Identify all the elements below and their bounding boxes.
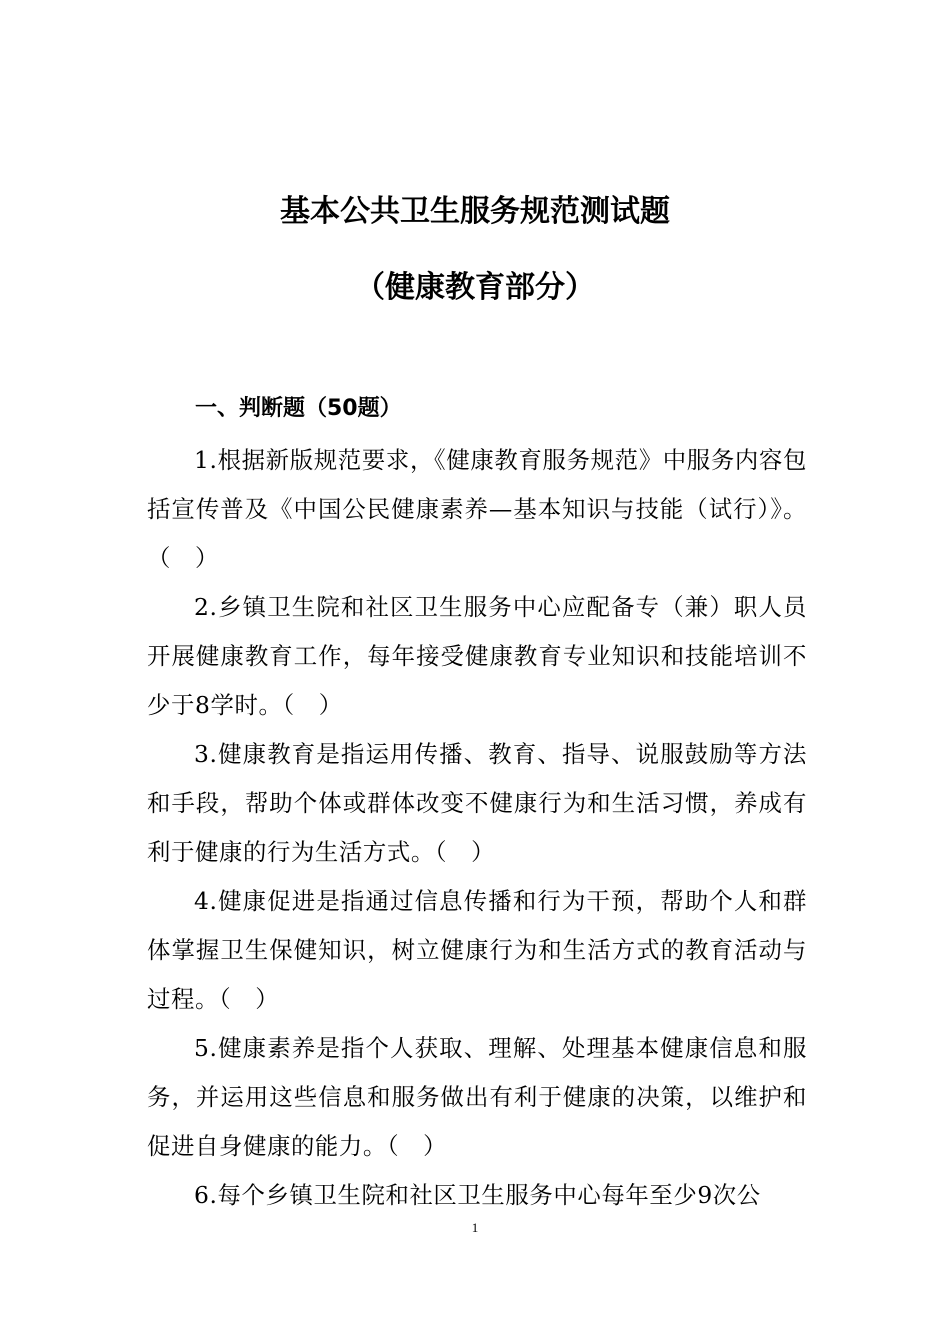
question-6: 6.每个乡镇卫生院和社区卫生服务中心每年至少9次公 [194, 1181, 761, 1209]
question-3: 3.健康教育是指运用传播、教育、指导、说服鼓励等方法和手段，帮助个体或群体改变不健康行为和生活习惯，养成有利于健康的行为生活方式。（ ） [147, 740, 807, 866]
document-subtitle: （健康教育部分） [355, 270, 595, 305]
question-5: 5.健康素养是指个人获取、理解、处理基本健康信息和服务，并运用这些信息和服务做出有利于健康的决策，以维护和促进自身健康的能力。（ ） [147, 1034, 807, 1160]
question-4: 4.健康促进是指通过信息传播和行为干预，帮助个人和群体掌握卫生保健知识，树立健康行为和生活方式的教育活动与过程。（ ） [147, 887, 807, 1013]
page-number: 1 [471, 1220, 479, 1235]
question-2: 2.乡镇卫生院和社区卫生服务中心应配备专（兼）职人员开展健康教育工作，每年接受健康教育专业知识和技能培训不少于8学时。（ ） [147, 593, 807, 719]
question-list [147, 436, 807, 1220]
section-heading: 一、判断题（50题） [195, 396, 402, 421]
document-title: 基本公共卫生服务规范测试题 [280, 194, 670, 229]
question-1: 1.根据新版规范要求，《健康教育服务规范》中服务内容包括宣传普及《中国公民健康素养—基本知识与技能（试行）》。（ ） [147, 446, 807, 572]
